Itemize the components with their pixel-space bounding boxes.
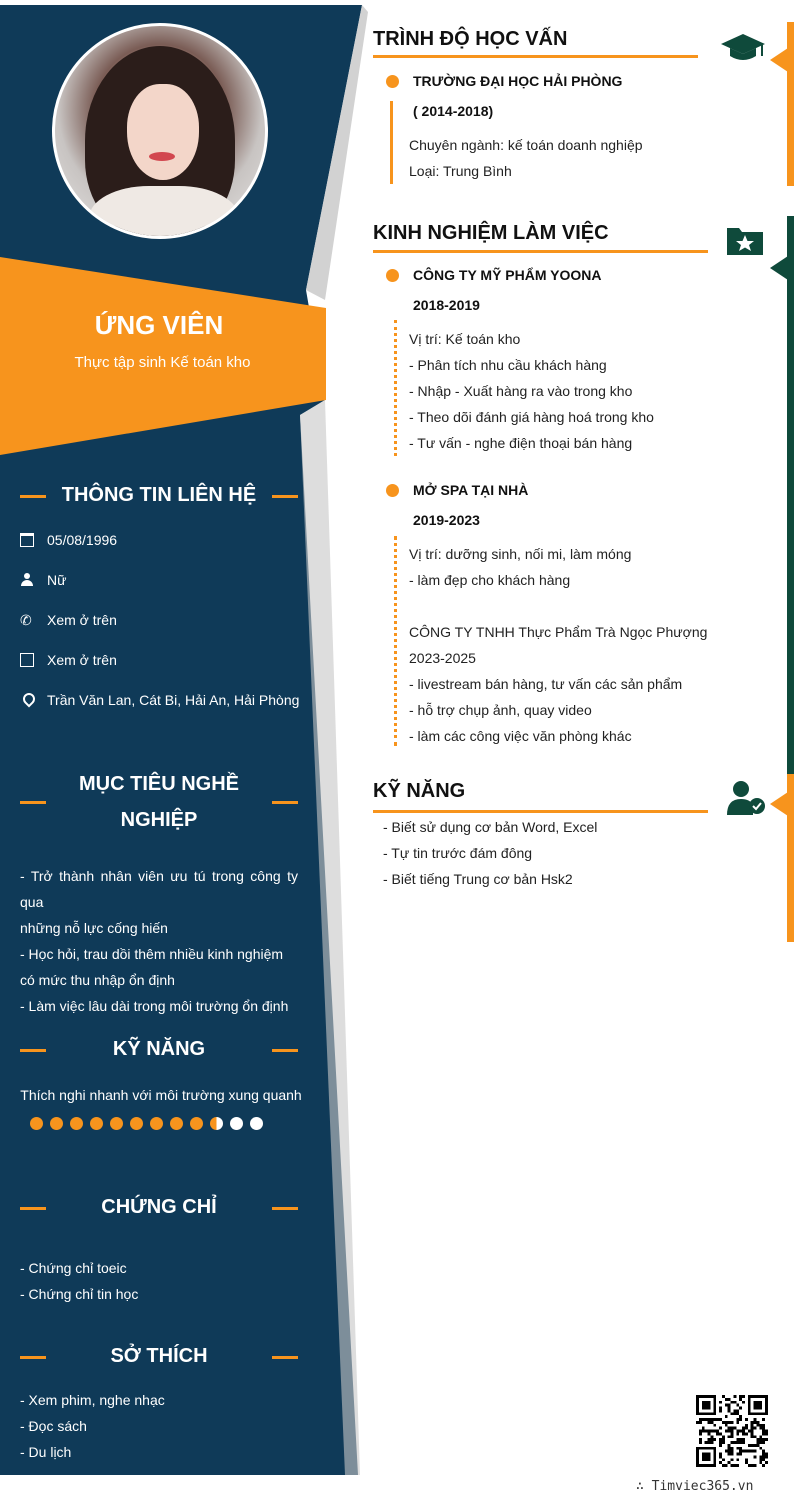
- list-item: - Du lịch: [20, 1444, 72, 1460]
- job-detail: - làm đẹp cho khách hàng: [409, 572, 571, 588]
- candidate-name: ỨNG VIÊN: [94, 310, 224, 340]
- rating-dot: [90, 1117, 103, 1130]
- education-side-bar: [787, 22, 794, 186]
- skill-item: - Biết sử dụng cơ bản Word, Excel: [383, 819, 598, 835]
- skills-side-bar: [787, 774, 794, 942]
- education-bullet: [386, 75, 399, 88]
- rating-dot: [130, 1117, 143, 1130]
- rating-dot: [230, 1117, 243, 1130]
- rating-dot: [30, 1117, 43, 1130]
- skill-item: - Tự tin trước đám đông: [383, 845, 533, 861]
- job-company: MỞ SPA TẠI NHÀ: [413, 482, 529, 498]
- rating-dot: [110, 1117, 123, 1130]
- contact-email: Xem ở trên: [20, 650, 117, 670]
- location-icon: [20, 693, 34, 707]
- education-rule: [373, 55, 698, 58]
- avatar: [52, 23, 268, 239]
- qr-code: [696, 1395, 768, 1467]
- job-detail: - livestream bán hàng, tư vấn các sản phẩm: [409, 676, 683, 692]
- education-period: ( 2014-2018): [413, 103, 494, 119]
- candidate-title: Thực tập sinh Kế toán kho: [74, 354, 251, 371]
- list-item: - Xem phim, nghe nhạc: [20, 1392, 165, 1408]
- job-detail: - hỗ trợ chụp ảnh, quay video: [409, 702, 592, 718]
- job-period: 2019-2023: [413, 512, 480, 528]
- experience-side-bar: [787, 216, 794, 774]
- left-skills-heading: KỸ NĂNG: [20, 1038, 298, 1061]
- education-arrow: [770, 48, 788, 72]
- job-detail: - Nhập - Xuất hàng ra vào trong kho: [409, 383, 633, 399]
- rating-dot: [210, 1117, 223, 1130]
- experience-rule: [373, 250, 708, 253]
- email-icon: [20, 653, 34, 667]
- contact-address: Trần Văn Lan, Cát Bi, Hải An, Hải Phòng: [20, 690, 299, 710]
- contact-dob: 05/08/1996: [20, 530, 117, 550]
- education-school: TRƯỜNG ĐẠI HỌC HẢI PHÒNG: [413, 73, 623, 89]
- job-detail: - làm các công việc văn phòng khác: [409, 728, 632, 744]
- job-detail: 2023-2025: [409, 650, 476, 666]
- graduation-cap-icon: [720, 32, 766, 64]
- left-skill-label: Thích nghi nhanh với môi trường xung quanh: [20, 1087, 302, 1103]
- job-detail: - Phân tích nhu cầu khách hàng: [409, 357, 607, 373]
- experience-arrow: [770, 256, 788, 280]
- contact-gender: Nữ: [20, 570, 66, 590]
- rating-dot: [50, 1117, 63, 1130]
- rating-dot: [150, 1117, 163, 1130]
- footer-brand: ∴ Timviec365.vn: [636, 1479, 754, 1494]
- education-grade: Loại: Trung Bình: [409, 163, 512, 179]
- skill-item: - Biết tiếng Trung cơ bản Hsk2: [383, 871, 573, 887]
- job-detail: - Theo dõi đánh giá hàng hoá trong kho: [409, 409, 654, 425]
- briefcase-star-icon: [725, 223, 765, 257]
- contact-phone: ✆ Xem ở trên: [20, 612, 117, 628]
- objective-heading: MỤC TIÊU NGHỀ NGHIỆP: [20, 766, 298, 838]
- experience-heading: KINH NGHIỆM LÀM VIỆC: [373, 222, 609, 244]
- rating-dot: [70, 1117, 83, 1130]
- list-item: - Đọc sách: [20, 1418, 87, 1434]
- job-company: CÔNG TY MỸ PHẨM YOONA: [413, 267, 602, 283]
- job-bullet: [386, 484, 399, 497]
- skills-heading: KỸ NĂNG: [373, 780, 466, 802]
- job-detail: Vị trí: Kế toán kho: [409, 331, 521, 347]
- certificates-heading: CHỨNG CHỈ: [20, 1196, 298, 1219]
- hobbies-heading: SỞ THÍCH: [20, 1345, 298, 1368]
- job-bullet: [386, 269, 399, 282]
- user-icon: [20, 573, 34, 587]
- job-detail: - Tư vấn - nghe điện thoại bán hàng: [409, 435, 633, 451]
- skills-rule: [373, 810, 708, 813]
- rating-dot: [250, 1117, 263, 1130]
- hobbies-list: [20, 1387, 298, 1465]
- user-check-icon: [726, 780, 766, 816]
- list-item: - Chứng chỉ toeic: [20, 1260, 127, 1276]
- calendar-icon: [20, 533, 34, 547]
- list-item: - Chứng chỉ tin học: [20, 1286, 139, 1302]
- skills-arrow: [770, 792, 788, 816]
- education-heading: TRÌNH ĐỘ HỌC VẤN: [373, 28, 568, 50]
- rating-dot: [190, 1117, 203, 1130]
- phone-icon: ✆: [20, 612, 32, 628]
- job-detail: Vị trí: dưỡng sinh, nối mi, làm móng: [409, 546, 632, 562]
- contact-heading: THÔNG TIN LIÊN HỆ: [20, 484, 298, 507]
- objective-text: - Trở thành nhân viên ưu tú trong công ty qua những nỗ lực cống hiến - Học hỏi, trau dồi thêm nhiều kinh nghiệm có mức thu nhập ổn định - Làm việc lâu dài trong môi trường ổn định: [20, 868, 298, 1014]
- certificates-list: [20, 1255, 298, 1307]
- skill-rating: [30, 1117, 263, 1131]
- job-detail: CÔNG TY TNHH Thực Phẩm Trà Ngọc Phượng: [409, 624, 708, 640]
- rating-dot: [170, 1117, 183, 1130]
- education-major: Chuyên ngành: kế toán doanh nghiệp: [409, 137, 643, 153]
- job-period: 2018-2019: [413, 297, 480, 313]
